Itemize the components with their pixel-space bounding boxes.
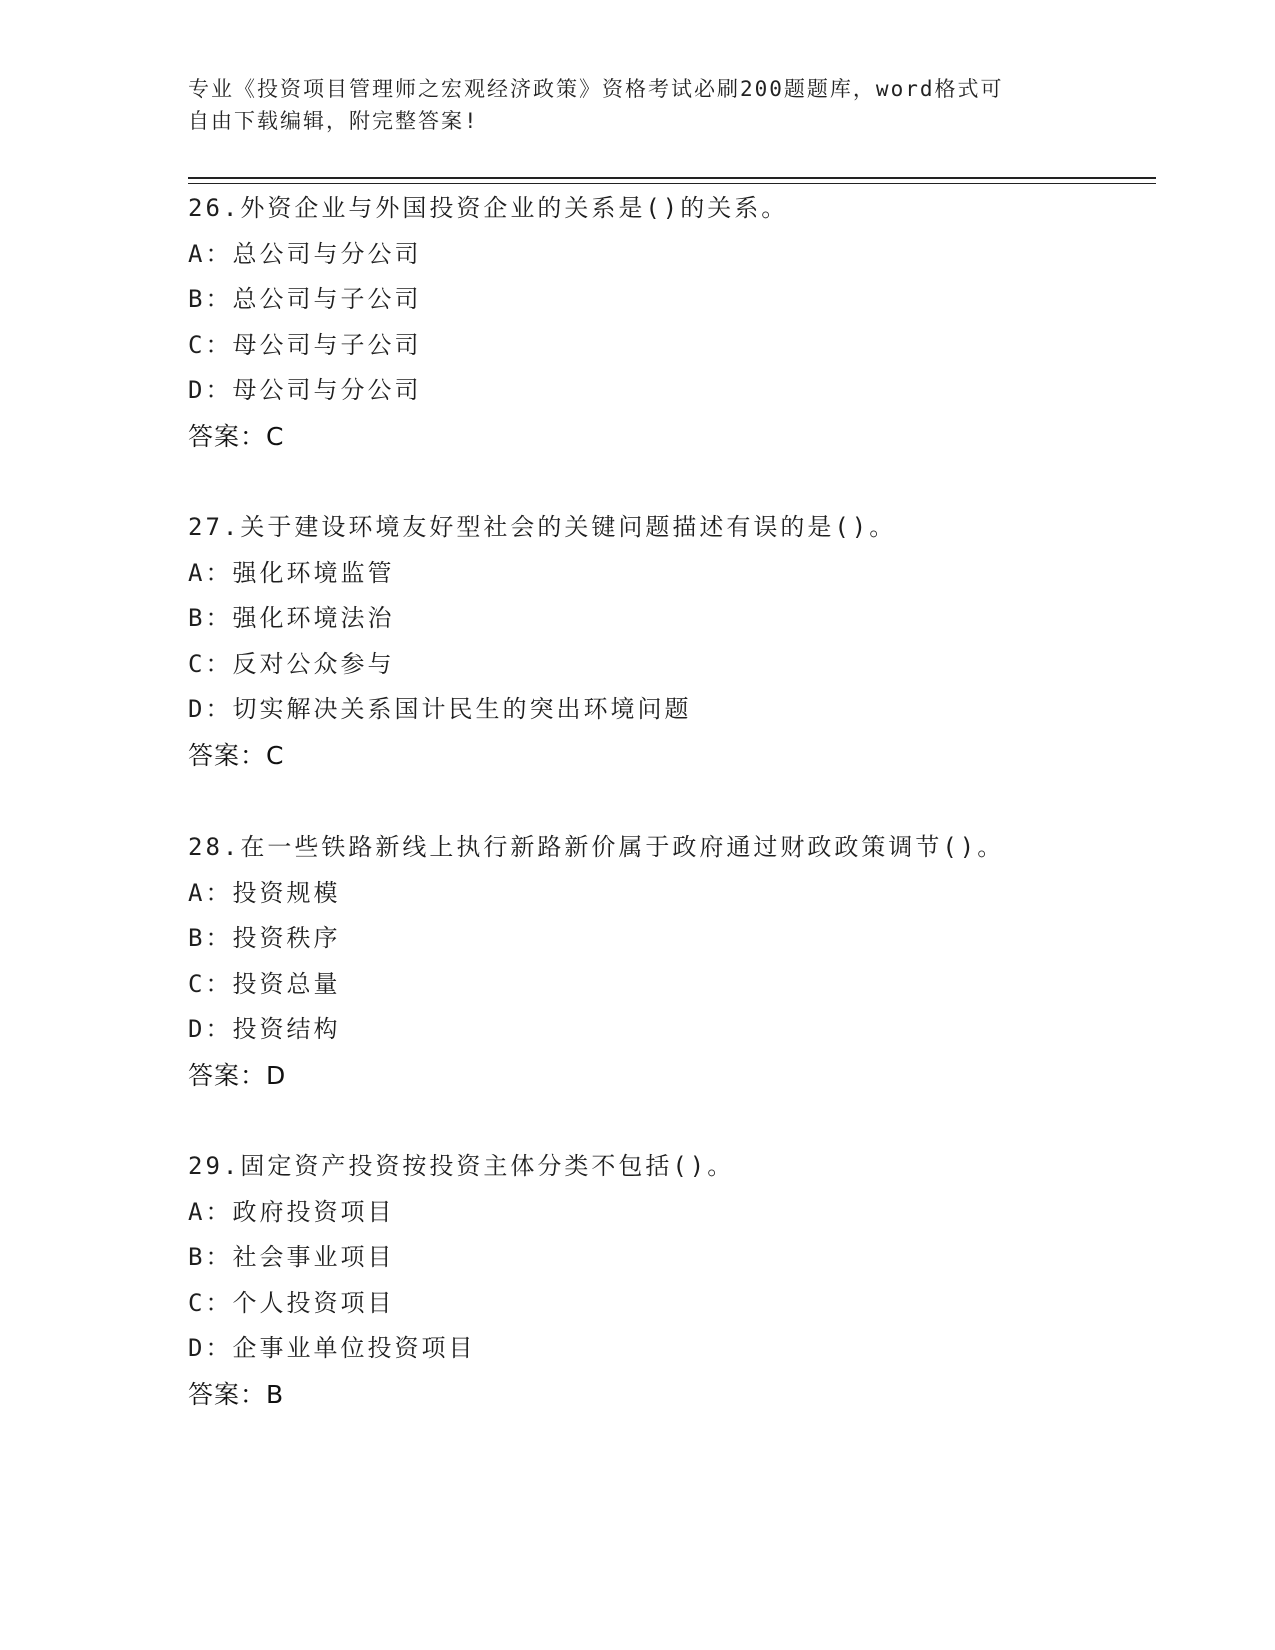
- option-d: D：切实解决关系国计民生的突出环境问题: [188, 695, 692, 724]
- question-stem: 28.在一些铁路新线上执行新路新价属于政府通过财政政策调节()。: [188, 833, 1005, 861]
- question-29: [188, 1144, 1156, 1418]
- answer-line: 答案：C: [188, 421, 285, 451]
- option-a: A：强化环境监管: [188, 558, 395, 587]
- option-d: D：母公司与分公司: [188, 376, 422, 405]
- option-b: B：社会事业项目: [188, 1243, 395, 1272]
- option-c: C：反对公众参与: [188, 649, 395, 678]
- answer-line: 答案：D: [188, 1060, 287, 1090]
- question-stem: 26.外资企业与外国投资企业的关系是()的关系。: [188, 194, 789, 222]
- option-d: D：企事业单位投资项目: [188, 1334, 476, 1363]
- document-header: [188, 73, 1088, 137]
- option-b: B：强化环境法治: [188, 604, 395, 633]
- option-a: A：投资规模: [188, 878, 341, 907]
- question-28: [188, 825, 1156, 1099]
- option-b: B：投资秩序: [188, 924, 341, 953]
- option-a: A：总公司与分公司: [188, 239, 422, 268]
- option-c: C：个人投资项目: [188, 1288, 395, 1317]
- option-c: C：投资总量: [188, 969, 341, 998]
- option-b: B：总公司与子公司: [188, 285, 422, 314]
- header-divider-thin: [188, 183, 1156, 184]
- option-a: A：政府投资项目: [188, 1197, 395, 1226]
- answer-line: 答案：C: [188, 740, 285, 770]
- question-26: [188, 186, 1156, 460]
- option-c: C：母公司与子公司: [188, 330, 422, 359]
- question-stem: 29.固定资产投资按投资主体分类不包括()。: [188, 1152, 735, 1180]
- question-27: [188, 505, 1156, 779]
- header-line-2: 自由下载编辑，附完整答案!: [188, 109, 479, 133]
- option-d: D：投资结构: [188, 1015, 341, 1044]
- header-line-1: 专业《投资项目管理师之宏观经济政策》资格考试必刷200题题库，word格式可: [188, 77, 1004, 101]
- header-divider-thick: [188, 177, 1156, 179]
- answer-line: 答案：B: [188, 1379, 285, 1409]
- question-stem: 27.关于建设环境友好型社会的关键问题描述有误的是()。: [188, 513, 897, 541]
